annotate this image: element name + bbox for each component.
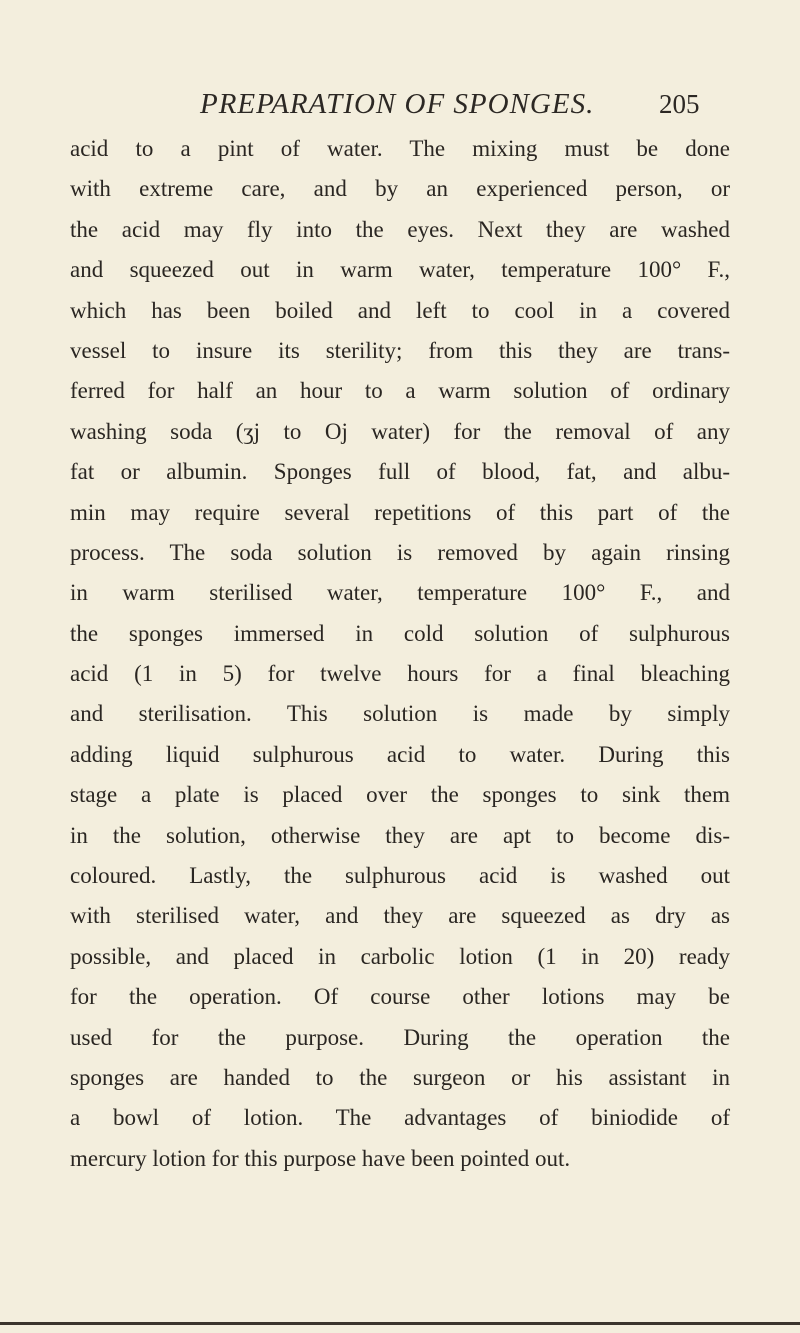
text-line: and squeezed out in warm water, temperature 100° F., (70, 257, 730, 283)
text-line: mercury lotion for this purpose have been pointed out. (70, 1145, 571, 1171)
text-line: the acid may fly into the eyes. Next they are washed (70, 216, 730, 242)
text-line: min may require several repetitions of this part of the (70, 499, 730, 525)
text-line: used for the purpose. During the operation the (70, 1024, 730, 1050)
text-line: acid (1 in 5) for twelve hours for a final bleaching (70, 661, 730, 687)
text-line: and sterilisation. This solution is made by simply (70, 701, 730, 727)
text-line: a bowl of lotion. The advantages of biniodide of (70, 1105, 730, 1131)
text-line: which has been boiled and left to cool in a covered (70, 297, 730, 323)
text-line: in the solution, otherwise they are apt to become dis- (70, 822, 730, 848)
text-line: possible, and placed in carbolic lotion (1 in 20) ready (70, 943, 730, 969)
text-line: ferred for half an hour to a warm solution of ordinary (70, 378, 730, 404)
page-header (0, 88, 800, 128)
text-line: sponges are handed to the surgeon or his assistant in (70, 1064, 730, 1090)
bottom-edge-rule (0, 1322, 800, 1325)
text-line: for the operation. Of course other lotions may be (70, 984, 730, 1010)
text-line: adding liquid sulphurous acid to water. During this (70, 741, 730, 767)
text-line: fat or albumin. Sponges full of blood, fat, and albu- (70, 459, 730, 485)
running-head: PREPARATION OF SPONGES. (200, 88, 595, 120)
page-number: 205 (659, 89, 700, 119)
text-line: washing soda (ʒj to Oj water) for the removal of any (70, 418, 730, 444)
text-line: coloured. Lastly, the sulphurous acid is washed out (70, 863, 730, 889)
text-line: in warm sterilised water, temperature 100° F., and (70, 580, 730, 606)
body-text (70, 129, 730, 1179)
text-line: vessel to insure its sterility; from this they are trans- (70, 337, 730, 363)
text-line: the sponges immersed in cold solution of sulphurous (70, 620, 730, 646)
text-line: acid to a pint of water. The mixing must be done (70, 136, 730, 161)
text-line: process. The soda solution is removed by again rinsing (70, 539, 730, 565)
text-line: with extreme care, and by an experienced person, or (70, 176, 730, 202)
text-line: with sterilised water, and they are squeezed as dry as (70, 903, 730, 929)
text-line: stage a plate is placed over the sponges to sink them (70, 782, 730, 808)
